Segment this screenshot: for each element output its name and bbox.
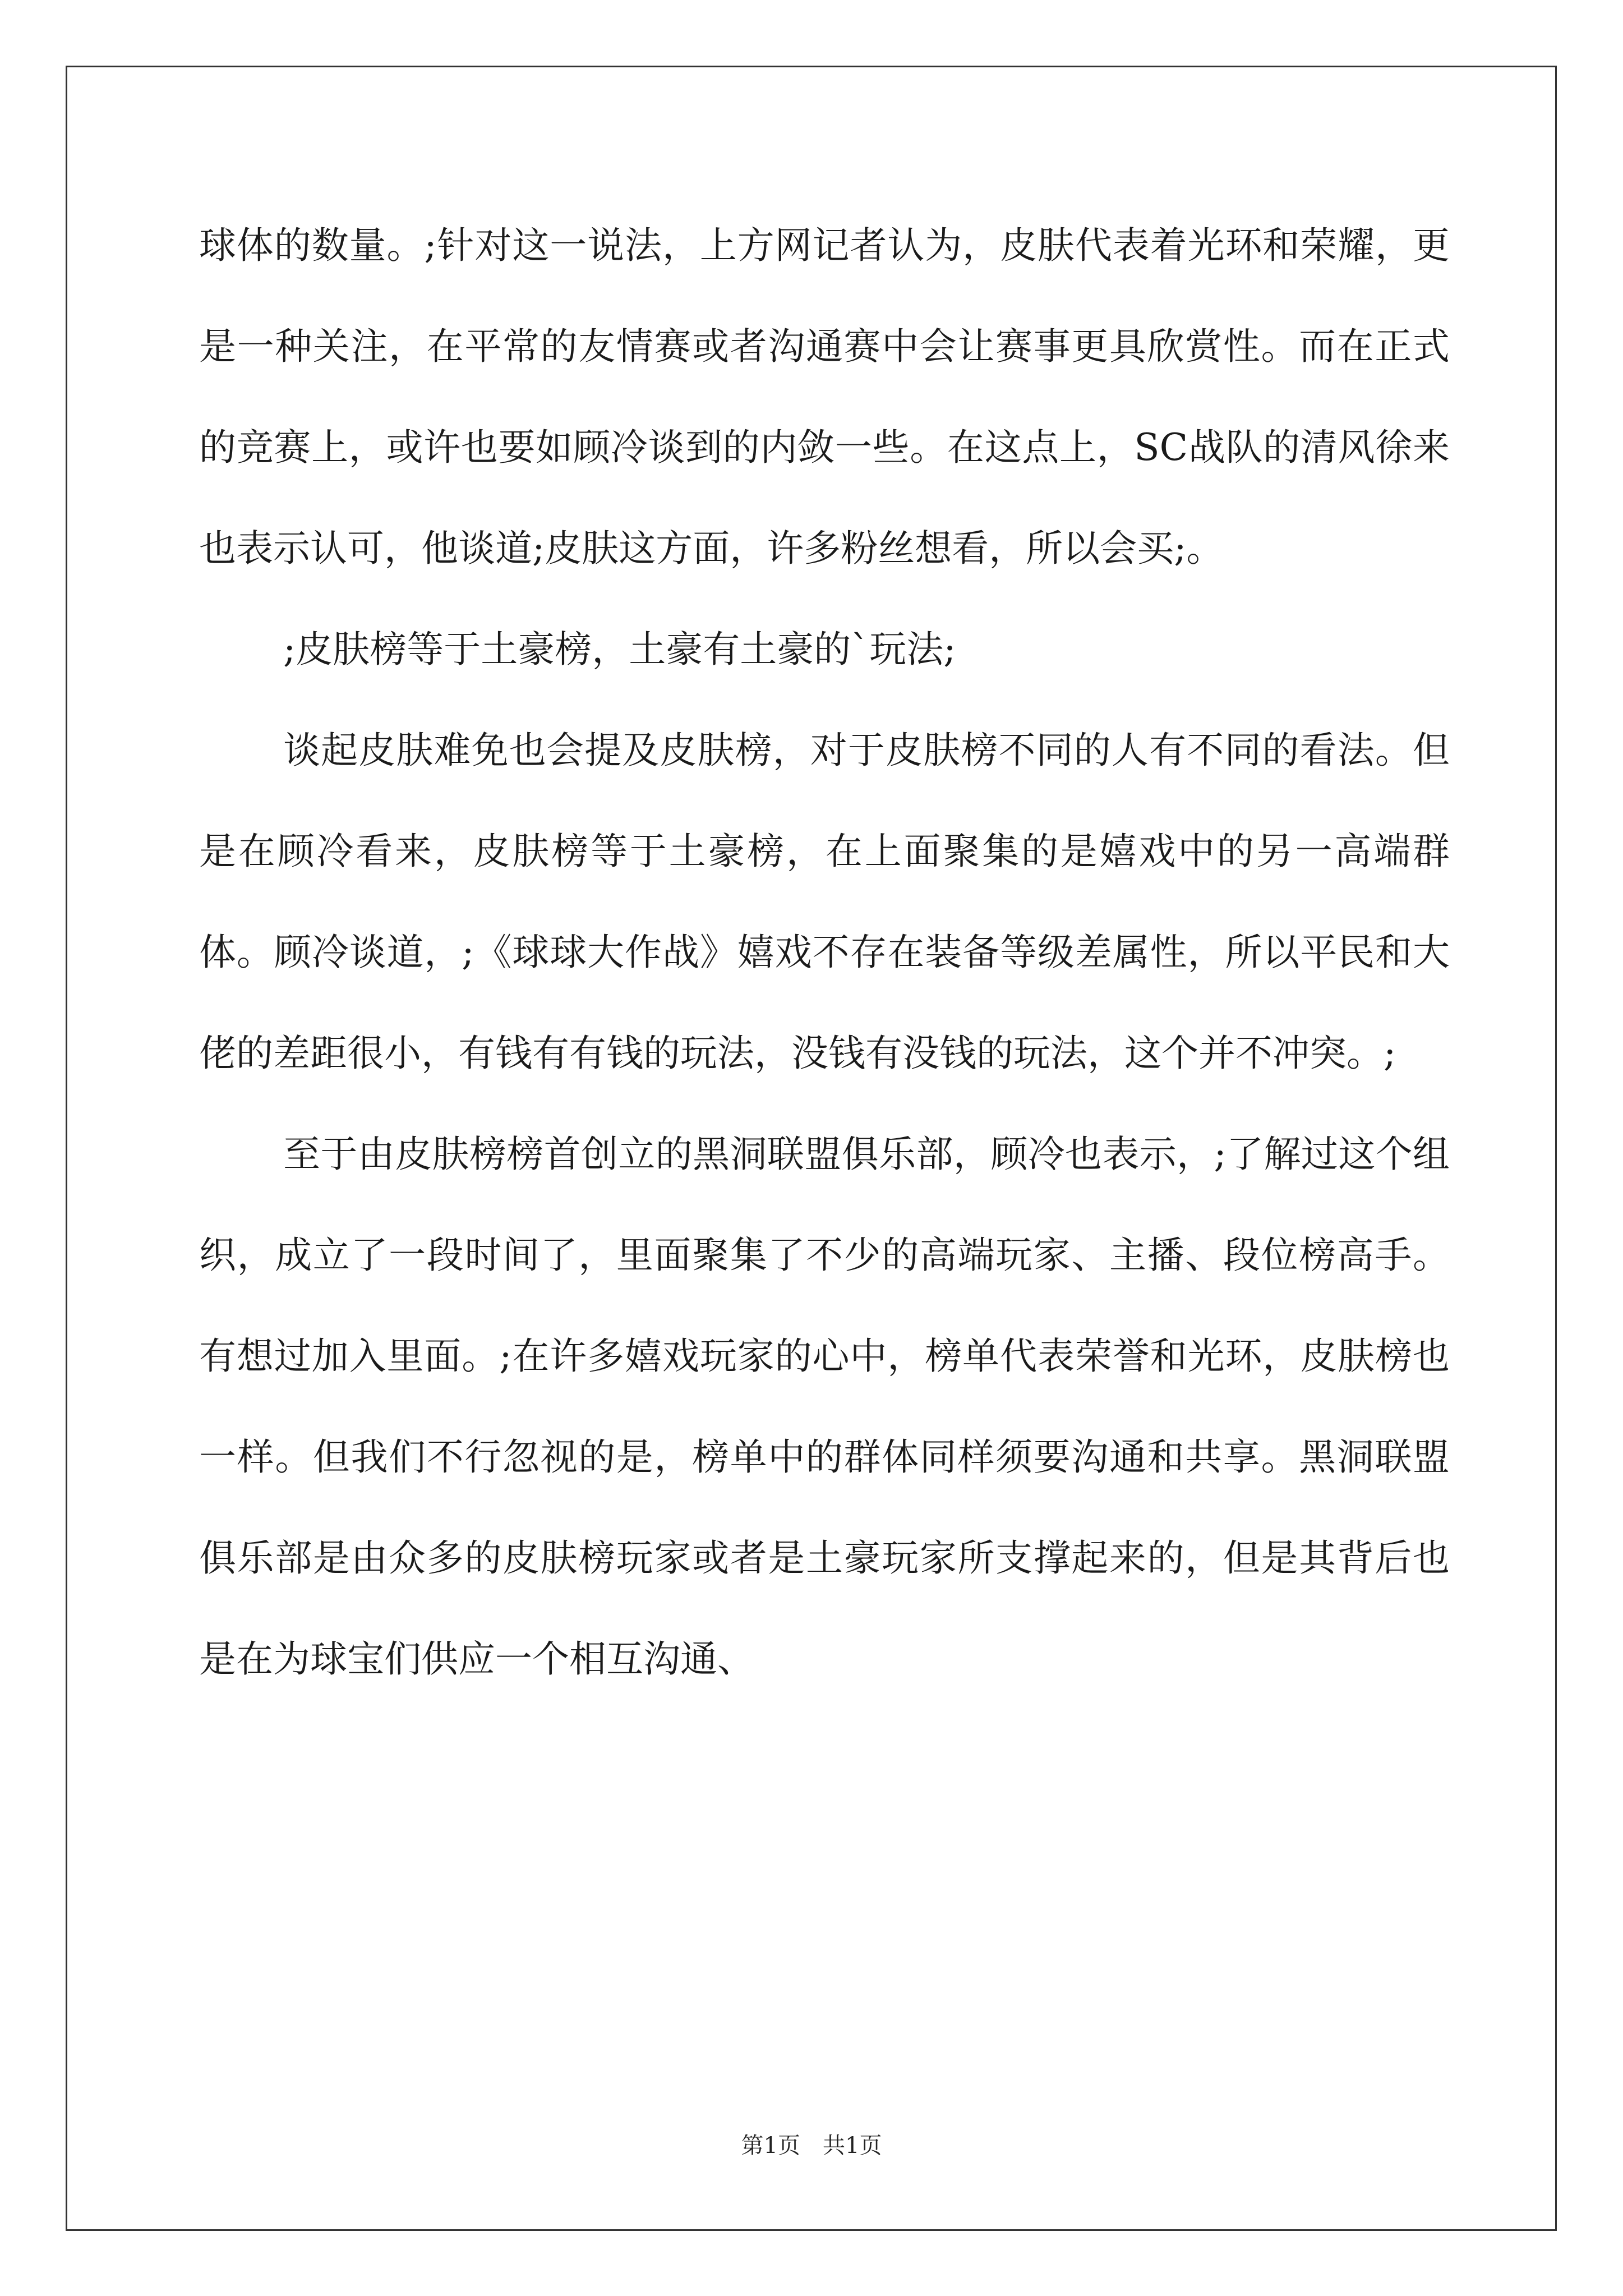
page-current-label: 第1页 — [741, 2133, 800, 2159]
paragraph-1: 球体的数量。;针对这一说法，上方网记者认为，皮肤代表着光环和荣耀，更是一种关注，在平常的友情赛或者沟通赛中会让赛事更具欣赏性。而在正式的竞赛上，或许也要如顾冷谈到的内敛一些。在这点上，SC战队的清风徐来也表示认可，他谈道;皮肤这方面，许多粉丝想看，所以会买;。 — [199, 224, 1450, 570]
document-body — [199, 195, 1450, 1710]
paragraph-2: ;皮肤榜等于土豪榜，土豪有土豪的`玩法; — [283, 628, 956, 671]
paragraph-4: 至于由皮肤榜榜首创立的黑洞联盟俱乐部，顾冷也表示，;了解过这个组织，成立了一段时间了，里面聚集了不少的高端玩家、主播、段位榜高手。有想过加入里面。;在许多嬉戏玩家的心中，榜单代表荣誉和光环，皮肤榜也一样。但我们不行忽视的是，榜单中的群体同样须要沟通和共享。黑洞联盟俱乐部是由众多的皮肤榜玩家或者是土豪玩家所支撑起来的，但是其背后也是在为球宝们供应一个相互沟通、 — [199, 1133, 1450, 1681]
page-total-label: 共1页 — [823, 2133, 882, 2159]
paragraph-3: 谈起皮肤难免也会提及皮肤榜，对于皮肤榜不同的人有不同的看法。但是在顾冷看来，皮肤榜等于土豪榜，在上面聚集的是嬉戏中的另一高端群体。顾冷谈道，;《球球大作战》嬉戏不存在装备等级差属性，所以平民和大佬的差距很小，有钱有有钱的玩法，没钱有没钱的玩法，这个并不冲突。; — [199, 729, 1450, 1075]
page-footer — [0, 2128, 1623, 2160]
